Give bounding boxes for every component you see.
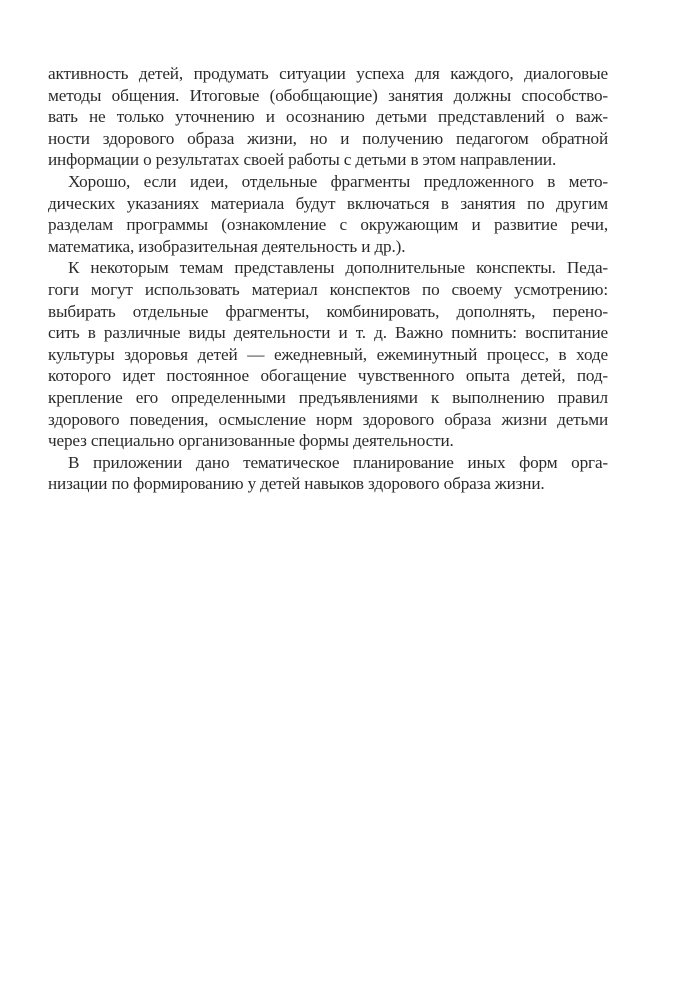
document-page (48, 63, 608, 495)
text-line: разделам программы (ознакомление с окружающим и развитие речи, (48, 215, 608, 235)
text-line: низации по формированию у детей навыков здорового образа жизни. (48, 474, 545, 494)
text-line: методы общения. Итоговые (обобщающие) занятия должны способство- (48, 85, 608, 105)
text-line: выбирать отдельные фрагменты, комбинировать, дополнять, перено- (48, 301, 608, 321)
text-line: В приложении дано тематическое планирование иных форм орга- (68, 452, 608, 472)
text-line: крепление его определенными предъявлениями к выполнению правил (48, 387, 608, 407)
text-line: информации о результатах своей работы с детьми в этом направлении. (48, 150, 557, 170)
text-line: ности здорового образа жизни, но и получению педагогом обратной (48, 128, 608, 148)
text-line: вать не только уточнению и осознанию детьми представлений о важ- (48, 107, 608, 127)
text-line: здорового поведения, осмысление норм здорового образа жизни детьми (48, 409, 608, 429)
text-line: сить в различные виды деятельности и т. д. Важно помнить: воспитание (48, 323, 608, 343)
text-line: дических указаниях материала будут включаться в занятия по другим (48, 193, 608, 213)
paragraph-integration-ideas (48, 171, 608, 257)
paragraph-conclusion-activities (48, 63, 608, 171)
text-line: гоги могут использовать материал конспектов по своему усмотрению: (48, 279, 608, 299)
text-line: через специально организованные формы деятельности. (48, 431, 454, 451)
text-line: К некоторым темам представлены дополнительные конспекты. Педа- (68, 258, 608, 278)
text-line: которого идет постоянное обогащение чувственного опыта детей, под- (48, 366, 608, 386)
text-line: культуры здоровья детей — ежедневный, ежеминутный процесс, в ходе (48, 344, 608, 364)
text-line: активность детей, продумать ситуации успеха для каждого, диалоговые (48, 64, 608, 83)
text-line: математика, изобразительная деятельность и др.). (48, 236, 406, 256)
text-line: Хорошо, если идеи, отдельные фрагменты предложенного в мето- (68, 171, 608, 191)
paragraph-appendix (48, 452, 608, 495)
paragraph-additional-notes (48, 257, 608, 451)
